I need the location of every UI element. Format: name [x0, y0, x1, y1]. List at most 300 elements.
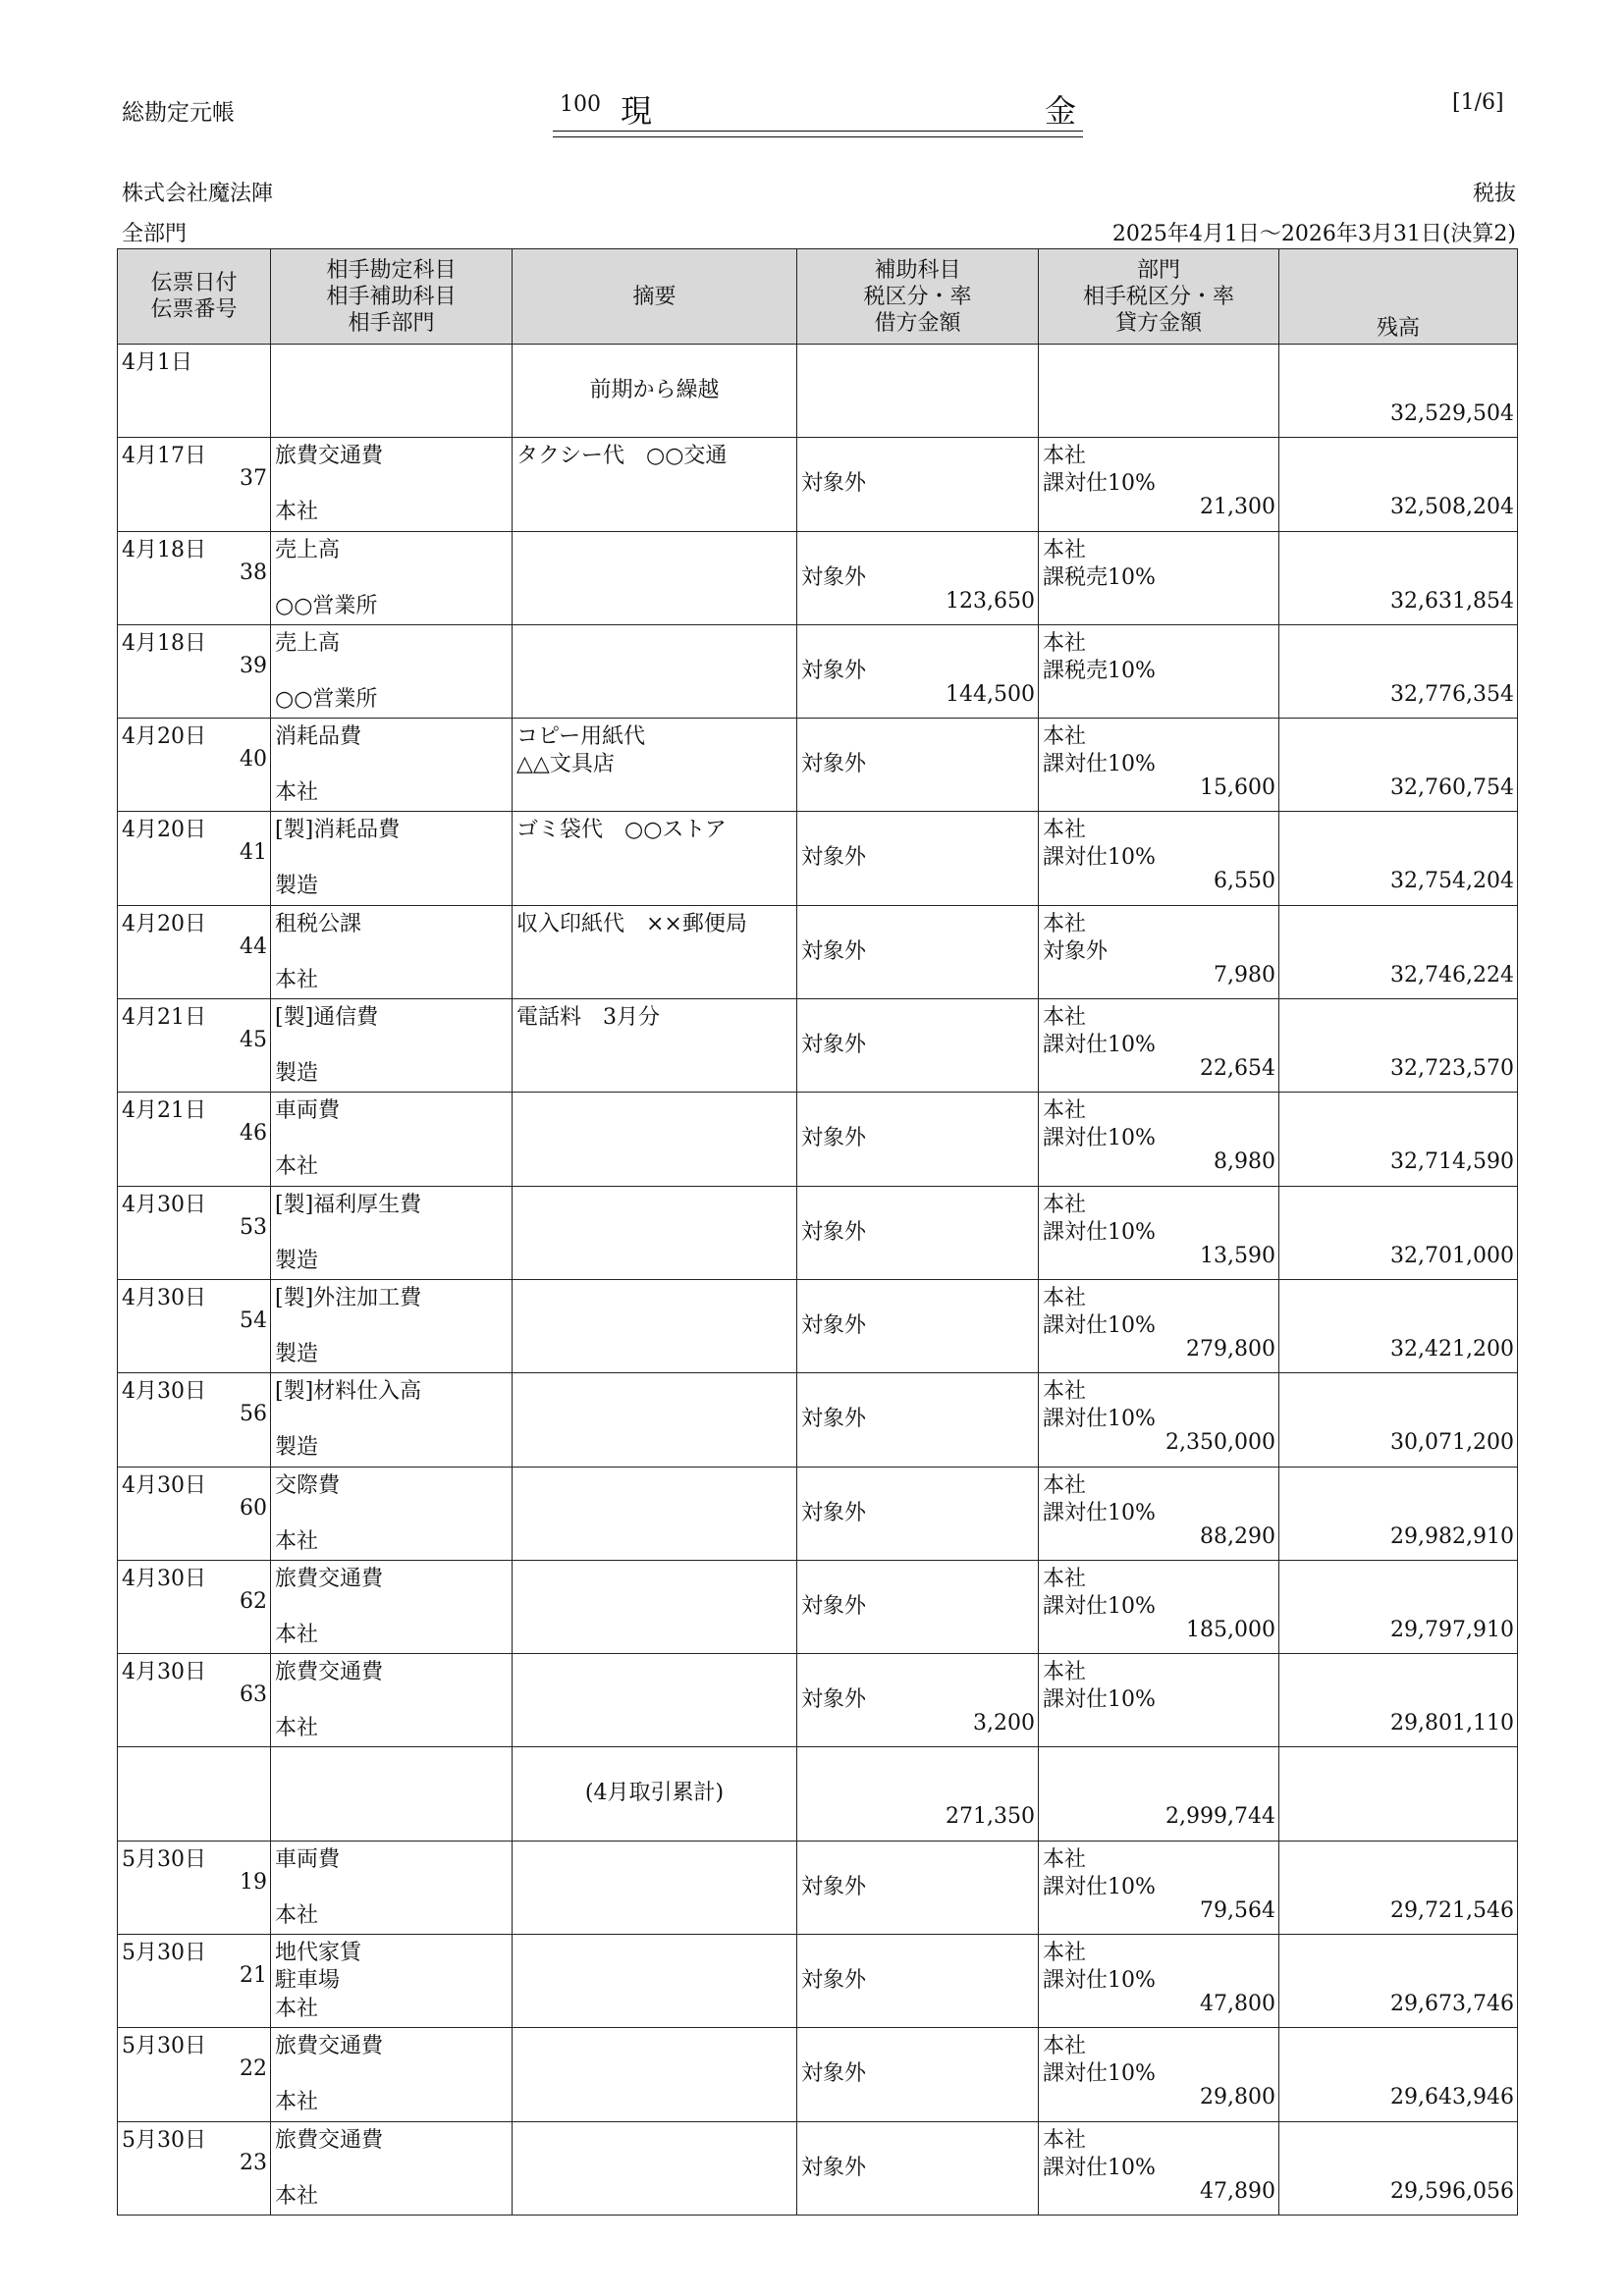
department: 本社 — [1043, 724, 1087, 750]
counter-tax-category: 課対仕10% — [1043, 1312, 1156, 1338]
cell-balance — [1279, 1654, 1518, 1747]
cell-date — [118, 345, 271, 438]
counter-account: [製]外注加工費 — [275, 1285, 422, 1310]
counter-account: 売上高 — [275, 537, 341, 562]
cell-credit — [1039, 1935, 1279, 2028]
counter-tax-category: 課対仕10% — [1043, 1126, 1156, 1151]
cell-debit — [797, 438, 1039, 531]
voucher-date: 4月30日 — [122, 1192, 206, 1217]
counter-tax-category: 課対仕10% — [1043, 845, 1156, 871]
credit-amount: 47,890 — [1200, 2178, 1275, 2204]
memo-line-1: 電話料 3月分 — [516, 1005, 660, 1031]
memo-line-1: タクシー代 ○○交通 — [516, 444, 728, 469]
cell-counter-account — [271, 624, 513, 718]
department: 本社 — [1043, 1660, 1087, 1685]
cell-credit — [1039, 1373, 1279, 1467]
cell-date — [118, 1935, 271, 2028]
counter-department: 本社 — [275, 967, 319, 992]
voucher-date: 4月20日 — [122, 724, 206, 750]
cell-debit — [797, 812, 1039, 905]
debit-amount: 3,200 — [973, 1711, 1035, 1736]
counter-department: 製造 — [275, 874, 319, 899]
counter-tax-category: 課対仕10% — [1043, 2155, 1156, 2180]
voucher-number: 45 — [240, 1028, 267, 1053]
counter-department: 本社 — [275, 1997, 319, 2022]
account-name-part-2: 金 — [1045, 92, 1077, 130]
header-line: 相手部門 — [348, 310, 435, 336]
balance-amount: 29,797,910 — [1390, 1617, 1514, 1642]
cell-date — [118, 531, 271, 624]
ledger-row — [118, 1279, 1518, 1372]
cell-debit — [797, 1747, 1039, 1841]
voucher-number: 39 — [240, 653, 267, 678]
col-header-memo — [513, 249, 797, 345]
department: 本社 — [1043, 1285, 1087, 1310]
balance-amount: 29,721,546 — [1390, 1897, 1514, 1923]
balance-amount: 32,746,224 — [1390, 962, 1514, 988]
voucher-number: 46 — [240, 1121, 267, 1147]
cell-balance — [1279, 1279, 1518, 1372]
counter-department: 本社 — [275, 500, 319, 525]
department: 本社 — [1043, 1941, 1087, 1966]
voucher-number: 54 — [240, 1308, 267, 1333]
cell-credit — [1039, 812, 1279, 905]
counter-tax-category: 課対仕10% — [1043, 1033, 1156, 1058]
cell-date — [118, 1467, 271, 1560]
cell-date — [118, 2028, 271, 2121]
cell-counter-account — [271, 1186, 513, 1279]
department: 本社 — [1043, 1379, 1087, 1405]
cell-memo — [513, 999, 797, 1093]
ledger-row — [118, 438, 1518, 531]
ledger-row — [118, 1841, 1518, 1934]
balance-amount: 29,673,746 — [1390, 1992, 1514, 2017]
credit-amount: 8,980 — [1214, 1149, 1275, 1175]
tax-category: 対象外 — [801, 1407, 867, 1432]
cell-balance — [1279, 624, 1518, 718]
cell-counter-account — [271, 345, 513, 438]
counter-tax-category: 課税売10% — [1043, 564, 1156, 590]
voucher-number: 56 — [240, 1402, 267, 1427]
counter-tax-category: 課対仕10% — [1043, 1219, 1156, 1245]
header-line: 伝票日付 — [150, 271, 238, 295]
cell-date — [118, 1747, 271, 1841]
counter-department: 本社 — [275, 1716, 319, 1741]
counter-tax-category: 課対仕10% — [1043, 1500, 1156, 1525]
cell-debit — [797, 2028, 1039, 2121]
fiscal-period: 2025年4月1日～2026年3月31日(決算2) — [1111, 222, 1516, 246]
cell-memo — [513, 1467, 797, 1560]
voucher-number: 22 — [240, 2056, 267, 2082]
tax-category: 対象外 — [801, 1033, 867, 1058]
counter-department: 本社 — [275, 1154, 319, 1180]
credit-amount: 7,980 — [1214, 962, 1275, 988]
cell-memo — [513, 905, 797, 998]
counter-department: ○○営業所 — [275, 593, 378, 618]
cell-debit — [797, 1935, 1039, 2028]
tax-category: 対象外 — [801, 1593, 867, 1619]
tax-category: 対象外 — [801, 1219, 867, 1245]
counter-account: 交際費 — [275, 1472, 341, 1498]
cell-debit — [797, 2121, 1039, 2215]
tax-category: 対象外 — [801, 471, 867, 497]
balance-amount: 32,529,504 — [1390, 401, 1514, 426]
cell-memo — [513, 1935, 797, 2028]
voucher-number: 23 — [240, 2150, 267, 2175]
cell-memo — [513, 1373, 797, 1467]
cell-memo — [513, 1186, 797, 1279]
account-code: 100 — [560, 92, 601, 117]
cell-counter-account — [271, 1841, 513, 1934]
cell-credit — [1039, 1093, 1279, 1186]
cell-debit — [797, 1373, 1039, 1467]
ledger-row — [118, 531, 1518, 624]
counter-department: 本社 — [275, 780, 319, 806]
cell-debit — [797, 1093, 1039, 1186]
voucher-number: 60 — [240, 1495, 267, 1521]
counter-department: 製造 — [275, 1061, 319, 1087]
cell-counter-account — [271, 1560, 513, 1653]
voucher-date: 4月20日 — [122, 911, 206, 936]
ledger-row — [118, 1654, 1518, 1747]
cell-memo — [513, 1841, 797, 1934]
cell-credit — [1039, 905, 1279, 998]
tax-category: 対象外 — [801, 1687, 867, 1713]
counter-tax-category: 課対仕10% — [1043, 471, 1156, 497]
header-line: 残高 — [1376, 316, 1420, 341]
cell-memo — [513, 1654, 797, 1747]
debit-amount: 271,350 — [946, 1804, 1035, 1830]
voucher-number: 44 — [240, 934, 267, 959]
company-name: 株式会社魔法陣 — [122, 182, 274, 206]
cell-memo — [513, 1279, 797, 1372]
credit-amount: 279,800 — [1186, 1336, 1275, 1362]
counter-tax-category: 課対仕10% — [1043, 1407, 1156, 1432]
cell-balance — [1279, 1841, 1518, 1934]
cell-debit — [797, 1279, 1039, 1372]
balance-amount: 32,631,854 — [1390, 588, 1514, 614]
page-number: [1/6] — [1452, 90, 1504, 115]
tax-category: 対象外 — [801, 1968, 867, 1994]
ledger-row — [118, 1467, 1518, 1560]
credit-amount: 2,999,744 — [1165, 1804, 1275, 1830]
voucher-date: 5月30日 — [122, 1846, 206, 1872]
cell-counter-account — [271, 1093, 513, 1186]
counter-department: ○○営業所 — [275, 686, 378, 712]
tax-category: 対象外 — [801, 1874, 867, 1899]
voucher-date: 4月17日 — [122, 444, 206, 469]
balance-amount: 30,071,200 — [1390, 1430, 1514, 1456]
cell-credit — [1039, 1279, 1279, 1372]
cell-balance — [1279, 1747, 1518, 1841]
counter-department: 本社 — [275, 1902, 319, 1928]
ledger-row — [118, 812, 1518, 905]
tax-category: 対象外 — [801, 658, 867, 683]
counter-tax-category: 課対仕10% — [1043, 1593, 1156, 1619]
counter-account: 売上高 — [275, 630, 341, 656]
col-header-debit — [797, 249, 1039, 345]
cell-balance — [1279, 1560, 1518, 1653]
debit-amount: 123,650 — [946, 588, 1035, 614]
voucher-date: 4月30日 — [122, 1472, 206, 1498]
title-underline — [553, 131, 1083, 132]
tax-category: 対象外 — [801, 1126, 867, 1151]
col-header-date — [118, 249, 271, 345]
counter-department: 本社 — [275, 1528, 319, 1554]
ledger-row — [118, 1935, 1518, 2028]
col-header-balance — [1279, 249, 1518, 345]
ledger-row — [118, 1560, 1518, 1653]
cell-balance — [1279, 2028, 1518, 2121]
cell-balance — [1279, 812, 1518, 905]
department: 本社 — [1043, 2034, 1087, 2059]
voucher-number: 38 — [240, 560, 267, 585]
voucher-date: 5月30日 — [122, 2127, 206, 2153]
credit-amount: 29,800 — [1200, 2085, 1275, 2110]
counter-sub-account: 駐車場 — [275, 1968, 341, 1994]
balance-amount: 29,643,946 — [1390, 2085, 1514, 2110]
counter-tax-category: 対象外 — [1043, 938, 1109, 964]
department: 本社 — [1043, 444, 1087, 469]
credit-amount: 79,564 — [1200, 1897, 1275, 1923]
counter-account: [製]消耗品費 — [275, 818, 401, 843]
counter-department: 製造 — [275, 1248, 319, 1273]
counter-account: 地代家賃 — [275, 1941, 362, 1966]
counter-account: 消耗品費 — [275, 724, 362, 750]
cell-date — [118, 812, 271, 905]
cell-debit — [797, 1467, 1039, 1560]
counter-account: 旅費交通費 — [275, 2034, 384, 2059]
cell-balance — [1279, 905, 1518, 998]
ledger-row — [118, 1186, 1518, 1279]
department: 本社 — [1043, 1846, 1087, 1872]
cell-credit — [1039, 438, 1279, 531]
cell-credit — [1039, 1841, 1279, 1934]
counter-department: 製造 — [275, 1341, 319, 1366]
cell-memo — [513, 438, 797, 531]
voucher-date: 4月21日 — [122, 1098, 206, 1124]
cell-credit — [1039, 1467, 1279, 1560]
counter-account: 車両費 — [275, 1098, 341, 1124]
counter-tax-category: 課対仕10% — [1043, 2061, 1156, 2087]
balance-amount: 32,723,570 — [1390, 1056, 1514, 1082]
cell-debit — [797, 1841, 1039, 1934]
ledger-row — [118, 905, 1518, 998]
counter-department: 本社 — [275, 1622, 319, 1647]
cell-balance — [1279, 438, 1518, 531]
cell-debit — [797, 719, 1039, 812]
department: 本社 — [1043, 1098, 1087, 1124]
cell-debit — [797, 1560, 1039, 1653]
counter-tax-category: 課対仕10% — [1043, 1687, 1156, 1713]
cell-date — [118, 1186, 271, 1279]
cell-balance — [1279, 1186, 1518, 1279]
cell-memo — [513, 2028, 797, 2121]
voucher-number: 41 — [240, 840, 267, 866]
cell-counter-account — [271, 1654, 513, 1747]
cell-date — [118, 1654, 271, 1747]
cell-credit — [1039, 1654, 1279, 1747]
ledger-row — [118, 2121, 1518, 2215]
tax-category: 対象外 — [801, 564, 867, 590]
cell-credit — [1039, 719, 1279, 812]
balance-amount: 29,982,910 — [1390, 1523, 1514, 1549]
cell-balance — [1279, 999, 1518, 1093]
header-line: 相手勘定科目 — [326, 257, 457, 283]
cell-balance — [1279, 1935, 1518, 2028]
cell-counter-account — [271, 531, 513, 624]
department: 本社 — [1043, 1472, 1087, 1498]
cell-memo — [513, 719, 797, 812]
voucher-date: 4月30日 — [122, 1379, 206, 1405]
counter-department: 本社 — [275, 2183, 319, 2209]
header-line: 補助科目 — [874, 257, 961, 283]
ledger-row — [118, 719, 1518, 812]
voucher-number: 53 — [240, 1214, 267, 1240]
cell-debit — [797, 1186, 1039, 1279]
cell-credit — [1039, 1186, 1279, 1279]
voucher-number: 40 — [240, 747, 267, 773]
balance-amount: 32,701,000 — [1390, 1243, 1514, 1268]
counter-account: [製]福利厚生費 — [275, 1192, 422, 1217]
cell-counter-account — [271, 1373, 513, 1467]
credit-amount: 185,000 — [1186, 1617, 1275, 1642]
counter-tax-category: 課対仕10% — [1043, 752, 1156, 777]
cell-balance — [1279, 1093, 1518, 1186]
cell-counter-account — [271, 1467, 513, 1560]
cell-balance — [1279, 1373, 1518, 1467]
tax-category: 対象外 — [801, 938, 867, 964]
memo-line-1: 収入印紙代 ××郵便局 — [516, 911, 747, 936]
balance-amount: 32,754,204 — [1390, 869, 1514, 894]
cell-credit — [1039, 345, 1279, 438]
balance-amount: 32,508,204 — [1390, 495, 1514, 520]
voucher-number: 37 — [240, 466, 267, 492]
cell-date — [118, 1560, 271, 1653]
counter-account: 旅費交通費 — [275, 1566, 384, 1591]
credit-amount: 2,350,000 — [1165, 1430, 1275, 1456]
col-header-counter-account — [271, 249, 513, 345]
counter-tax-category: 課対仕10% — [1043, 1968, 1156, 1994]
voucher-number: 62 — [240, 1588, 267, 1614]
memo-line-2: △△文具店 — [516, 752, 615, 777]
cell-memo — [513, 624, 797, 718]
credit-amount: 15,600 — [1200, 775, 1275, 801]
cell-credit — [1039, 531, 1279, 624]
voucher-number: 63 — [240, 1682, 267, 1708]
balance-amount: 32,776,354 — [1390, 681, 1514, 707]
cell-memo — [513, 531, 797, 624]
cell-debit — [797, 999, 1039, 1093]
tax-category: 対象外 — [801, 1312, 867, 1338]
memo-center: (4月取引累計) — [584, 1781, 725, 1806]
memo-center: 前期から繰越 — [589, 378, 720, 402]
counter-account: 旅費交通費 — [275, 2127, 384, 2153]
ledger-row — [118, 999, 1518, 1093]
counter-tax-category: 課対仕10% — [1043, 1874, 1156, 1899]
tax-category: 対象外 — [801, 2061, 867, 2087]
credit-amount: 22,654 — [1200, 1056, 1275, 1082]
header-line: 税区分・率 — [863, 284, 972, 309]
ledger-table — [117, 248, 1518, 2216]
tax-category: 対象外 — [801, 845, 867, 871]
cell-balance — [1279, 345, 1518, 438]
counter-account: [製]材料仕入高 — [275, 1379, 422, 1405]
department-filter: 全部門 — [122, 222, 188, 246]
counter-department: 本社 — [275, 2090, 319, 2115]
cell-credit — [1039, 2121, 1279, 2215]
header-line: 相手税区分・率 — [1082, 284, 1234, 309]
ledger-row — [118, 2028, 1518, 2121]
header-line: 部門 — [1136, 257, 1180, 283]
voucher-date: 4月18日 — [122, 630, 206, 656]
tax-category: 対象外 — [801, 2155, 867, 2180]
cell-debit — [797, 531, 1039, 624]
cell-date — [118, 2121, 271, 2215]
memo-line-1: ゴミ袋代 ○○ストア — [516, 818, 727, 843]
cell-credit — [1039, 999, 1279, 1093]
header-row — [118, 249, 1518, 345]
cell-debit — [797, 624, 1039, 718]
cell-date — [118, 1279, 271, 1372]
balance-amount: 32,714,590 — [1390, 1149, 1514, 1175]
cell-memo — [513, 1093, 797, 1186]
counter-department: 製造 — [275, 1435, 319, 1461]
cell-credit — [1039, 1747, 1279, 1841]
cell-memo — [513, 812, 797, 905]
ledger-row — [118, 624, 1518, 718]
counter-account: 車両費 — [275, 1846, 341, 1872]
balance-amount: 32,760,754 — [1390, 775, 1514, 801]
ledger-row — [118, 1747, 1518, 1841]
voucher-date: 5月30日 — [122, 2034, 206, 2059]
cell-counter-account — [271, 1935, 513, 2028]
cell-debit — [797, 905, 1039, 998]
cell-date — [118, 438, 271, 531]
credit-amount: 88,290 — [1200, 1523, 1275, 1549]
cell-counter-account — [271, 999, 513, 1093]
memo-line-1: コピー用紙代 — [516, 724, 646, 750]
cell-counter-account — [271, 2028, 513, 2121]
voucher-number: 19 — [240, 1869, 267, 1895]
voucher-date: 4月30日 — [122, 1285, 206, 1310]
cell-balance — [1279, 2121, 1518, 2215]
counter-tax-category: 課税売10% — [1043, 658, 1156, 683]
voucher-date: 5月30日 — [122, 1941, 206, 1966]
voucher-date: 4月30日 — [122, 1660, 206, 1685]
cell-memo — [513, 1560, 797, 1653]
document-title: 総勘定元帳 — [122, 100, 235, 126]
credit-amount: 6,550 — [1214, 869, 1275, 894]
cell-balance — [1279, 531, 1518, 624]
voucher-date: 4月18日 — [122, 537, 206, 562]
account-name-part-1: 現 — [621, 92, 653, 130]
voucher-date: 4月30日 — [122, 1566, 206, 1591]
department: 本社 — [1043, 1566, 1087, 1591]
ledger-row — [118, 1093, 1518, 1186]
balance-amount: 29,596,056 — [1390, 2178, 1514, 2204]
counter-account: 旅費交通費 — [275, 1660, 384, 1685]
voucher-number: 21 — [240, 1963, 267, 1989]
voucher-date: 4月20日 — [122, 818, 206, 843]
tax-mode: 税抜 — [1472, 182, 1516, 206]
cell-debit — [797, 345, 1039, 438]
cell-counter-account — [271, 719, 513, 812]
header-line: 貸方金額 — [1114, 310, 1202, 336]
tax-category: 対象外 — [801, 1500, 867, 1525]
cell-date — [118, 905, 271, 998]
balance-amount: 29,801,110 — [1390, 1711, 1514, 1736]
